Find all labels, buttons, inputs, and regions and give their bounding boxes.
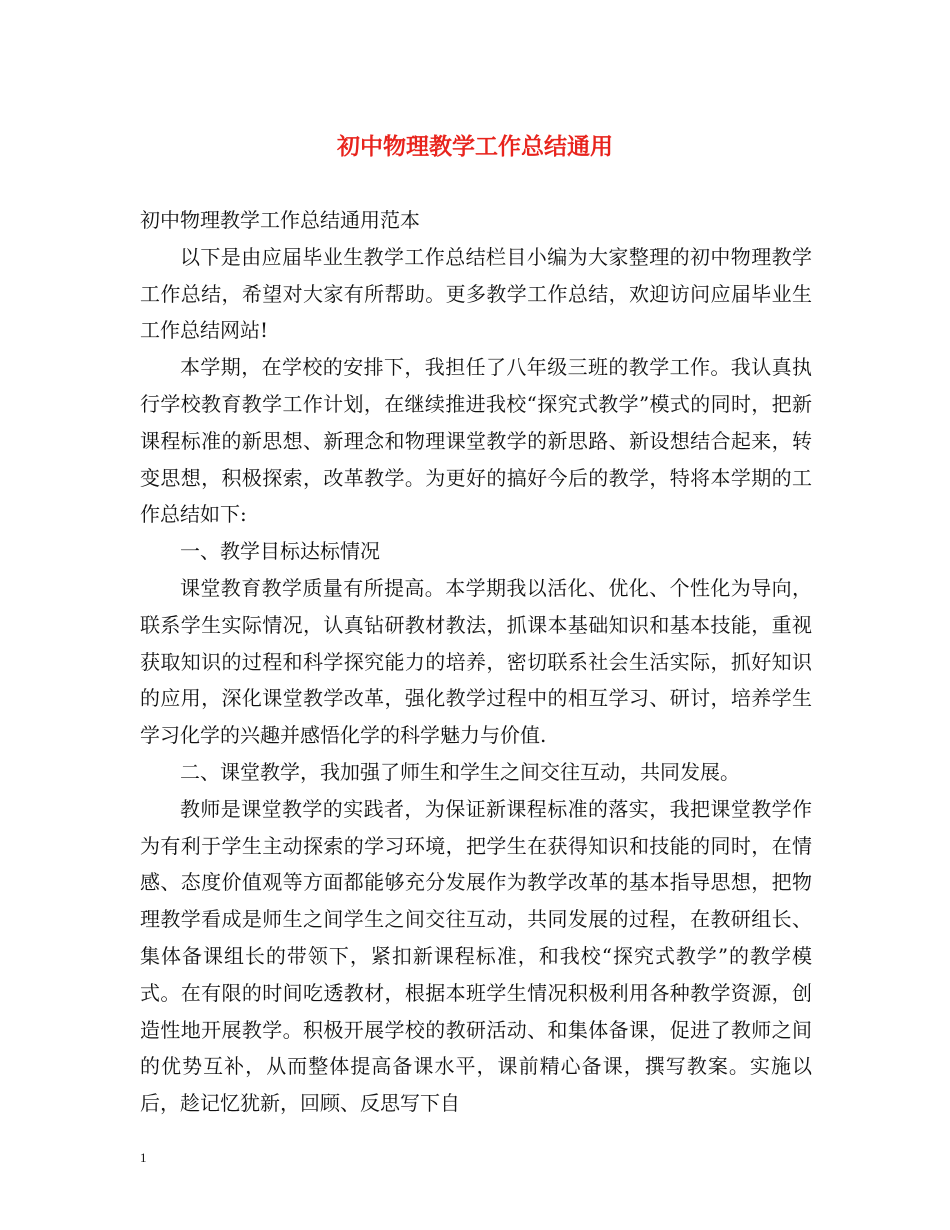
section-heading: 一、教学目标达标情况 [180,539,380,564]
paragraph: 课堂教育教学质量有所提高。本学期我以活化、优化、个性化为导向，联系学生实际情况，认真钻研教材教法，抓课本基础知识和基本技能，重视获取知识的过程和科学探究能力的培养，密切联系社会生活实际，抓好知识的应用，深化课堂教学改革，强化教学过程中的相互学习、研讨，培养学生学习化学的兴趣并感悟化学的科学魅力与价值. [140,575,812,748]
document-body [140,202,812,1122]
paragraph: 本学期，在学校的安排下，我担任了八年级三班的教学工作。我认真执行学校教育教学工作计划，在继续推进我校“探究式教学”模式的同时，把新课程标准的新思想、新理念和物理课堂教学的新思路、新设想结合起来，转变思想，积极探索，改革教学。为更好的搞好今后的教学，特将本学期的工作总结如下: [140,355,812,527]
paragraph: 以下是由应届毕业生教学工作总结栏目小编为大家整理的初中物理教学工作总结，希望对大家有所帮助。更多教学工作总结，欢迎访问应届毕业生工作总结网站! [140,244,812,343]
document-title: 初中物理教学工作总结通用 [337,133,613,160]
section-heading: 二、课堂教学，我加强了师生和学生之间交往互动，共同发展。 [180,759,740,784]
page-number: 1 [140,1150,147,1165]
document-subtitle: 初中物理教学工作总结通用范本 [140,208,420,232]
paragraph: 教师是课堂教学的实践者，为保证新课程标准的落实，我把课堂教学作为有利于学生主动探索的学习环境，把学生在获得知识和技能的同时，在情感、态度价值观等方面都能够充分发展作为教学改革的基本指导思想，把物理教学看成是师生之间学生之间交往互动，共同发展的过程，在教研组长、集体备课组长的带领下，紧扣新课程标准，和我校“探究式教学”的教学模式。在有限的时间吃透教材，根据本班学生情况积极利用各种教学资源，创造性地开展教学。积极开展学校的教研活动、和集体备课，促进了教师之间的优势互补，从而整体提高备课水平，课前精心备课，撰写教案。实施以后，趁记忆犹新，回顾、反思写下自 [140,796,812,1116]
